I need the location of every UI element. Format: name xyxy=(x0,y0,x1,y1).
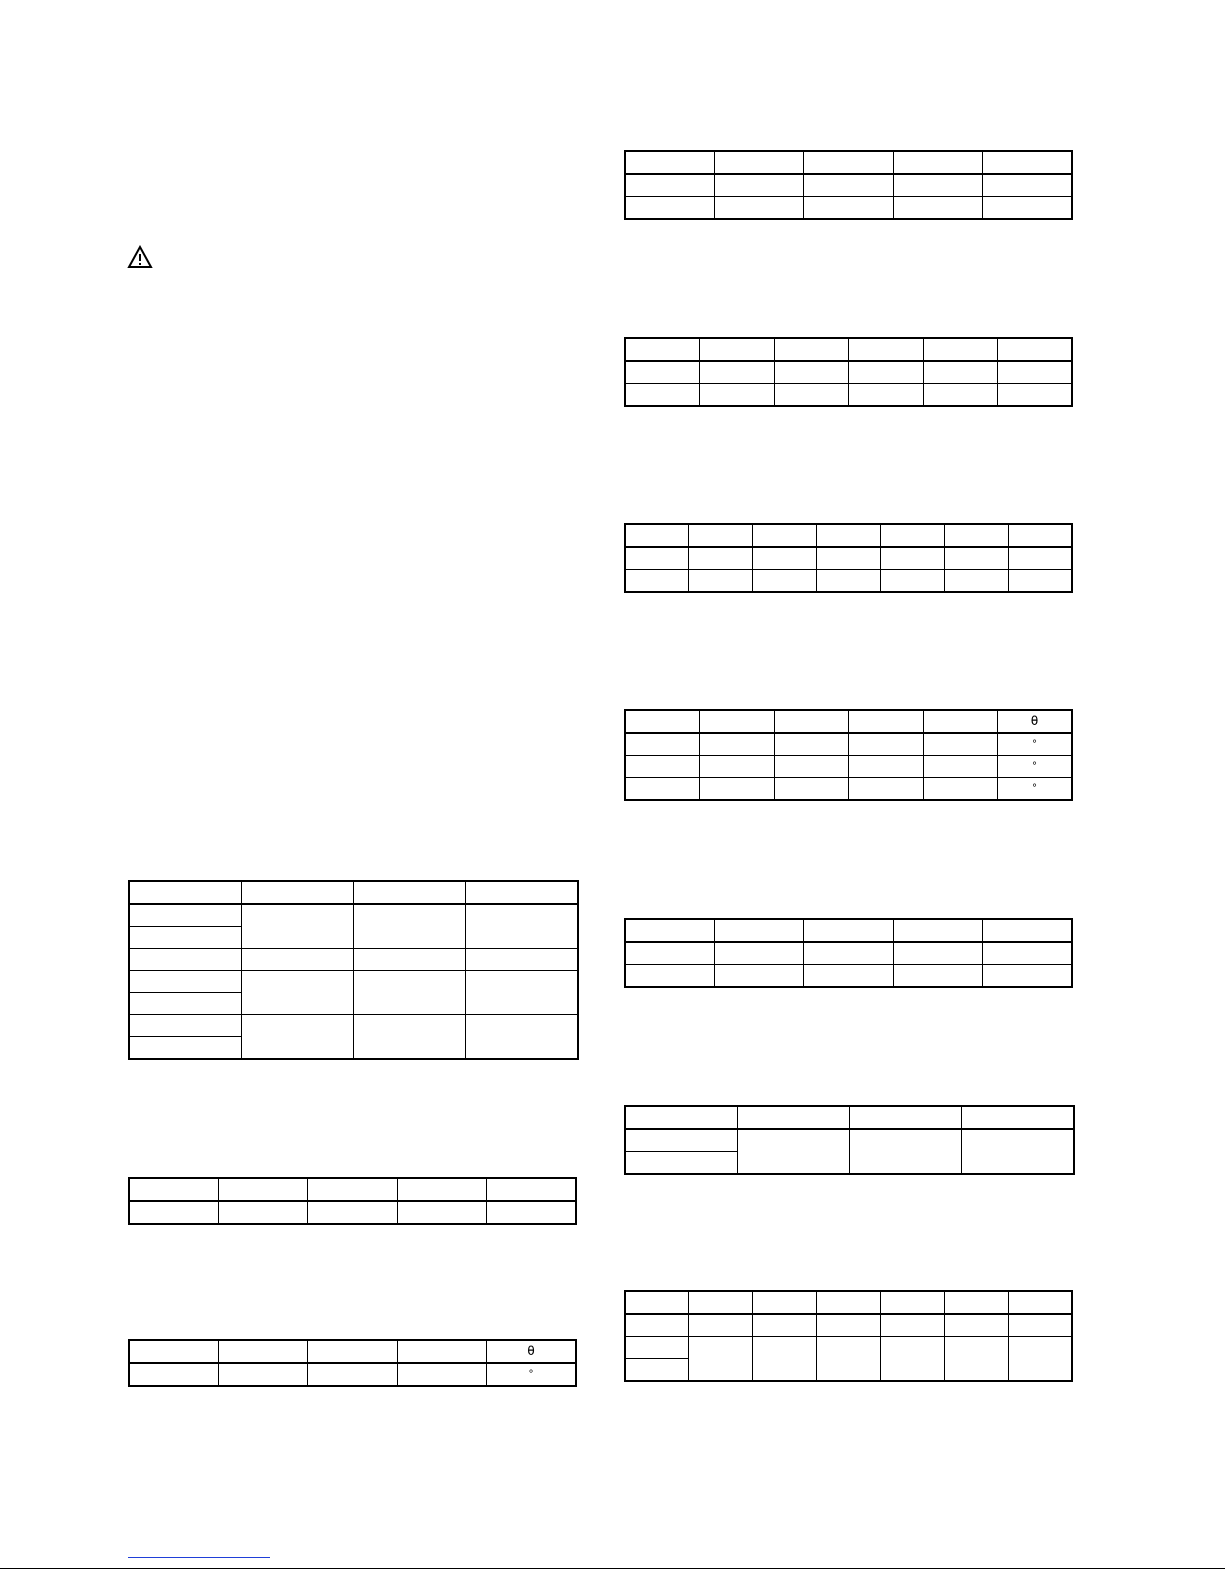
table-cell xyxy=(353,971,465,1015)
table-row xyxy=(625,733,1072,756)
table-cell xyxy=(625,151,714,174)
table-cell xyxy=(308,1340,397,1363)
table-row xyxy=(625,1337,1072,1359)
table-cell xyxy=(353,904,465,949)
table-cell xyxy=(737,1129,849,1174)
theta-symbol: θ xyxy=(998,710,1073,733)
table-cell xyxy=(1008,547,1072,570)
table-row xyxy=(129,1201,576,1224)
table-cell xyxy=(241,949,353,971)
table-cell xyxy=(774,733,849,756)
table-cell xyxy=(1008,570,1072,593)
table-cell xyxy=(625,1337,689,1359)
table-cell xyxy=(753,1314,817,1337)
table-cell xyxy=(998,384,1073,407)
table-cell xyxy=(774,756,849,778)
table-cell xyxy=(218,1340,307,1363)
table-row xyxy=(129,1015,578,1037)
table-cell xyxy=(689,524,753,547)
table-header-row xyxy=(625,338,1072,361)
table-cell xyxy=(625,1106,737,1129)
table-cell xyxy=(465,949,578,971)
table-cell xyxy=(983,151,1072,174)
table-cell xyxy=(983,942,1072,965)
right-table-3 xyxy=(624,523,1073,593)
table-cell xyxy=(849,1129,961,1174)
table-cell xyxy=(849,710,924,733)
table-cell xyxy=(625,1314,689,1337)
table-cell xyxy=(625,942,714,965)
right-table-6 xyxy=(624,1105,1075,1175)
table-cell xyxy=(714,919,803,942)
table-cell xyxy=(625,1359,689,1382)
table-cell xyxy=(700,778,775,801)
table-cell xyxy=(923,361,998,384)
page-bottom-rule xyxy=(0,1568,1225,1569)
table-cell xyxy=(849,733,924,756)
table-cell xyxy=(893,151,982,174)
table-cell xyxy=(218,1201,307,1224)
table-cell xyxy=(241,881,353,904)
table-cell xyxy=(923,733,998,756)
table-cell xyxy=(218,1363,307,1386)
table-row xyxy=(625,1129,1074,1152)
table-cell xyxy=(465,881,578,904)
table-cell xyxy=(129,993,241,1015)
table-cell xyxy=(817,1314,881,1337)
table-cell xyxy=(465,1015,578,1060)
table-cell xyxy=(625,361,700,384)
table-cell xyxy=(625,1152,737,1175)
table-cell xyxy=(308,1363,397,1386)
table-cell xyxy=(487,1178,576,1201)
table-row xyxy=(625,174,1072,197)
table-cell xyxy=(625,524,689,547)
table-cell xyxy=(849,384,924,407)
table-cell xyxy=(129,1201,218,1224)
table-cell xyxy=(880,1337,944,1382)
table-cell xyxy=(944,570,1008,593)
table-cell xyxy=(804,151,893,174)
table-row xyxy=(129,971,578,993)
table-cell xyxy=(308,1178,397,1201)
table-cell xyxy=(714,965,803,988)
table-cell xyxy=(983,965,1072,988)
table-cell xyxy=(737,1106,849,1129)
table-cell xyxy=(241,904,353,949)
degree-symbol: ° xyxy=(487,1363,576,1386)
table-cell xyxy=(397,1178,486,1201)
footnote-rule xyxy=(128,1557,270,1558)
table-cell xyxy=(893,174,982,197)
table-cell xyxy=(700,361,775,384)
table-cell xyxy=(625,197,714,220)
table-cell xyxy=(353,949,465,971)
table-cell xyxy=(689,1291,753,1314)
table-cell xyxy=(804,942,893,965)
table-cell xyxy=(700,710,775,733)
right-table-1 xyxy=(624,150,1073,220)
left-table-2 xyxy=(128,1177,577,1225)
table-cell xyxy=(944,1337,1008,1382)
table-cell xyxy=(714,197,803,220)
table-cell xyxy=(714,174,803,197)
table-row xyxy=(625,778,1072,801)
table-cell xyxy=(774,778,849,801)
table-cell xyxy=(753,524,817,547)
table-header-row xyxy=(625,919,1072,942)
table-cell xyxy=(129,1178,218,1201)
table-cell xyxy=(804,919,893,942)
table-cell xyxy=(129,949,241,971)
table-cell xyxy=(129,927,241,949)
right-table-7 xyxy=(624,1290,1073,1382)
table-cell xyxy=(804,174,893,197)
table-cell xyxy=(961,1106,1074,1129)
table-row xyxy=(625,384,1072,407)
table-cell xyxy=(983,919,1072,942)
table-cell xyxy=(1008,1337,1072,1382)
table-cell xyxy=(218,1178,307,1201)
table-cell xyxy=(753,547,817,570)
table-cell xyxy=(944,1291,1008,1314)
degree-symbol: ° xyxy=(998,778,1073,801)
table-cell xyxy=(983,197,1072,220)
table-cell xyxy=(625,384,700,407)
table-cell xyxy=(689,1314,753,1337)
table-cell xyxy=(397,1363,486,1386)
table-cell xyxy=(1008,1291,1072,1314)
table-cell xyxy=(983,174,1072,197)
table-cell xyxy=(129,971,241,993)
table-cell xyxy=(817,570,881,593)
table-cell xyxy=(625,338,700,361)
table-cell xyxy=(465,904,578,949)
table-cell xyxy=(774,361,849,384)
table-row xyxy=(625,547,1072,570)
table-header-row xyxy=(625,151,1072,174)
table-cell xyxy=(849,361,924,384)
degree-symbol: ° xyxy=(998,756,1073,778)
table-cell xyxy=(880,570,944,593)
table-cell xyxy=(714,151,803,174)
table-cell xyxy=(923,384,998,407)
left-table-3 xyxy=(128,1339,577,1387)
table-cell xyxy=(1008,1314,1072,1337)
table-cell xyxy=(880,524,944,547)
table-row xyxy=(625,942,1072,965)
table-cell xyxy=(353,1015,465,1060)
table-row xyxy=(625,361,1072,384)
table-cell xyxy=(700,733,775,756)
warning-triangle-icon xyxy=(127,245,153,269)
table-cell xyxy=(625,1291,689,1314)
table-cell xyxy=(689,547,753,570)
table-cell xyxy=(893,942,982,965)
table-header-row xyxy=(129,881,578,904)
table-cell xyxy=(880,1291,944,1314)
table-cell xyxy=(923,778,998,801)
table-cell xyxy=(753,570,817,593)
table-cell xyxy=(625,919,714,942)
table-cell xyxy=(893,965,982,988)
table-row xyxy=(625,570,1072,593)
table-cell xyxy=(714,942,803,965)
table-cell xyxy=(849,338,924,361)
table-cell xyxy=(880,547,944,570)
table-cell xyxy=(944,1314,1008,1337)
table-row xyxy=(129,949,578,971)
table-cell xyxy=(129,1015,241,1037)
table-cell xyxy=(129,904,241,927)
table-cell xyxy=(625,756,700,778)
table-header-row xyxy=(129,1340,576,1363)
table-cell xyxy=(700,756,775,778)
table-cell xyxy=(625,710,700,733)
table-cell xyxy=(625,733,700,756)
table-cell xyxy=(129,881,241,904)
table-cell xyxy=(817,524,881,547)
table-cell xyxy=(129,1363,218,1386)
table-cell xyxy=(753,1337,817,1382)
table-cell xyxy=(753,1291,817,1314)
table-cell xyxy=(487,1201,576,1224)
table-row xyxy=(625,197,1072,220)
table-cell xyxy=(880,1314,944,1337)
table-cell xyxy=(944,524,1008,547)
table-cell xyxy=(241,1015,353,1060)
table-cell xyxy=(700,338,775,361)
table-cell xyxy=(893,919,982,942)
table-cell xyxy=(465,971,578,1015)
table-row xyxy=(625,965,1072,988)
table-row xyxy=(625,756,1072,778)
table-cell xyxy=(774,384,849,407)
right-table-4 xyxy=(624,709,1073,801)
table-cell xyxy=(923,756,998,778)
table-cell xyxy=(774,710,849,733)
table-header-row xyxy=(625,710,1072,733)
table-cell xyxy=(849,756,924,778)
table-cell xyxy=(998,361,1073,384)
table-row xyxy=(129,904,578,927)
table-cell xyxy=(625,965,714,988)
table-cell xyxy=(923,710,998,733)
left-table-1 xyxy=(128,880,579,1060)
table-cell xyxy=(308,1201,397,1224)
right-table-2 xyxy=(624,337,1073,407)
table-cell xyxy=(353,881,465,904)
table-cell xyxy=(700,384,775,407)
table-cell xyxy=(849,778,924,801)
table-cell xyxy=(129,1340,218,1363)
table-header-row xyxy=(625,524,1072,547)
table-header-row xyxy=(625,1291,1072,1314)
right-table-5 xyxy=(624,918,1073,988)
table-header-row xyxy=(129,1178,576,1201)
table-cell xyxy=(893,197,982,220)
table-cell xyxy=(998,338,1073,361)
table-cell xyxy=(804,965,893,988)
table-cell xyxy=(774,338,849,361)
table-cell xyxy=(817,1291,881,1314)
table-cell xyxy=(625,778,700,801)
table-cell xyxy=(241,971,353,1015)
table-cell xyxy=(689,570,753,593)
table-row xyxy=(625,1314,1072,1337)
table-cell xyxy=(817,547,881,570)
table-cell xyxy=(944,547,1008,570)
table-cell xyxy=(689,1337,753,1382)
table-cell xyxy=(625,174,714,197)
table-cell xyxy=(625,547,689,570)
theta-symbol: θ xyxy=(487,1340,576,1363)
degree-symbol: ° xyxy=(998,733,1073,756)
table-header-row xyxy=(625,1106,1074,1129)
table-cell xyxy=(804,197,893,220)
table-cell xyxy=(961,1129,1074,1174)
table-cell xyxy=(849,1106,961,1129)
table-cell xyxy=(397,1340,486,1363)
table-cell xyxy=(1008,524,1072,547)
table-row xyxy=(129,1363,576,1386)
table-cell xyxy=(817,1337,881,1382)
table-cell xyxy=(625,1129,737,1152)
table-cell xyxy=(923,338,998,361)
table-cell xyxy=(129,1037,241,1060)
table-cell xyxy=(397,1201,486,1224)
table-cell xyxy=(625,570,689,593)
